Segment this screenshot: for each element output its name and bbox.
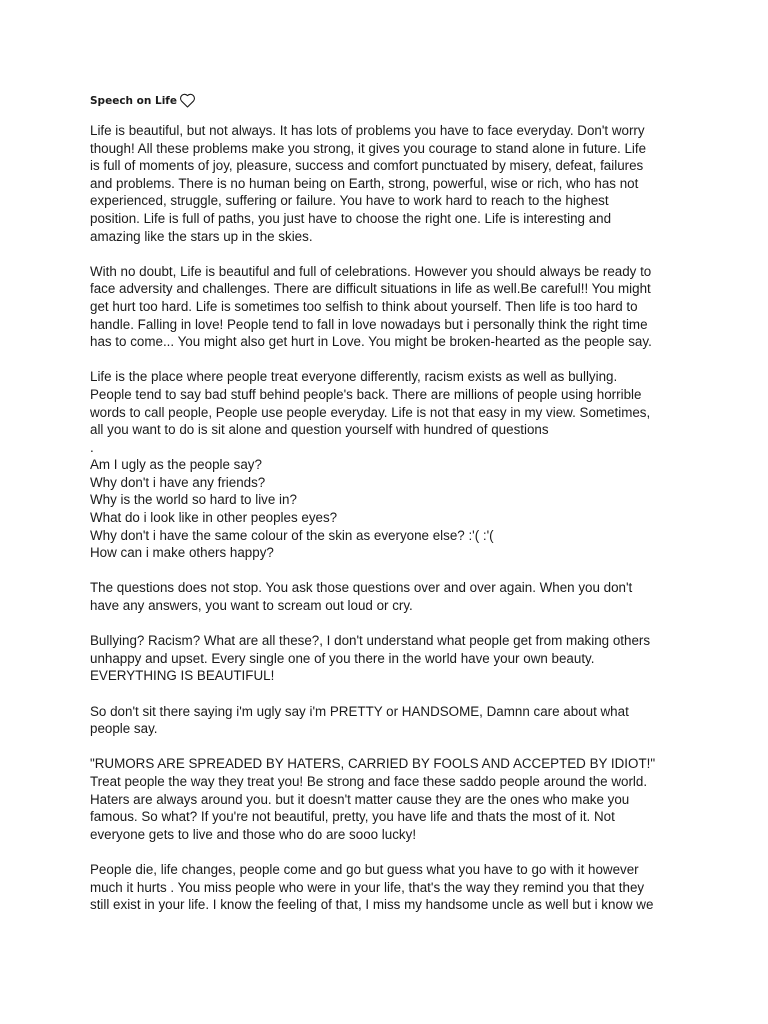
text-line: Life is the place where people treat everyone differently, racism exists as well as bullying. bbox=[90, 369, 618, 385]
document-body bbox=[90, 122, 690, 931]
text-line: amazing like the stars up in the skies. bbox=[90, 228, 313, 244]
text-line: have any answers, you want to scream out loud or cry. bbox=[90, 598, 413, 614]
text-line: words to call people, People use people everyday. Life is not that easy in my view. Sometimes, bbox=[90, 404, 651, 420]
text-line: Why don't i have any friends? bbox=[90, 474, 266, 490]
text-line: How can i make others happy? bbox=[90, 545, 274, 561]
text-line: Treat people the way they treat you! Be strong and face these saddo people around the world. bbox=[90, 773, 648, 789]
text-line: So don't sit there saying i'm ugly say i'm PRETTY or HANDSOME, Damnn care about what bbox=[90, 703, 629, 719]
text-line: and problems. There is no human being on Earth, strong, powerful, wise or rich, who has not bbox=[90, 175, 639, 191]
paragraph bbox=[90, 368, 690, 562]
text-line: experienced, struggle, suffering or failure. You have to work hard to reach to the highest bbox=[90, 193, 609, 209]
text-line: Haters are always around you. but it doesn't matter cause they are the ones who make you bbox=[90, 791, 630, 807]
text-line: EVERYTHING IS BEAUTIFUL! bbox=[90, 668, 275, 684]
text-line: famous. So what? If you're not beautiful, pretty, you have life and thats the most of it. Not bbox=[90, 809, 615, 825]
document-title: Speech on Life bbox=[90, 94, 177, 107]
paragraph bbox=[90, 861, 690, 914]
text-line: Bullying? Racism? What are all these?, I don't understand what people get from making others bbox=[90, 633, 651, 649]
text-line: Why is the world so hard to live in? bbox=[90, 492, 297, 508]
paragraph bbox=[90, 703, 690, 738]
text-line: get hurt too hard. Life is sometimes too selfish to think about yourself. Then life is too hard to bbox=[90, 298, 638, 314]
paragraph bbox=[90, 122, 690, 245]
text-line: all you want to do is sit alone and question yourself with hundred of questions bbox=[90, 422, 549, 438]
paragraph bbox=[90, 579, 690, 614]
text-line: Life is beautiful, but not always. It has lots of problems you have to face everyday. Don't worry bbox=[90, 123, 645, 138]
paragraph bbox=[90, 632, 690, 685]
text-line: handle. Falling in love! People tend to fall in love nowadays but i personally think the right time bbox=[90, 316, 648, 332]
text-line: people say. bbox=[90, 721, 158, 737]
text-line: still exist in your life. I know the feeling of that, I miss my handsome uncle as well but i know we bbox=[90, 897, 654, 913]
text-line: face adversity and challenges. There are difficult situations in life as well.Be careful!! You might bbox=[90, 281, 651, 297]
text-line: The questions does not stop. You ask those questions over and over again. When you don't bbox=[90, 580, 633, 596]
document-title-row bbox=[90, 93, 196, 108]
paragraph bbox=[90, 263, 690, 351]
text-line: Am I ugly as the people say? bbox=[90, 457, 262, 473]
text-line: though! All these problems make you strong, it gives you courage to stand alone in future. Life bbox=[90, 140, 647, 156]
text-line: "RUMORS ARE SPREADED BY HATERS, CARRIED BY FOOLS AND ACCEPTED BY IDIOT!" bbox=[90, 756, 656, 772]
heart-outline-icon bbox=[179, 93, 196, 108]
text-line: . bbox=[90, 439, 94, 455]
text-line: What do i look like in other peoples eyes? bbox=[90, 510, 338, 526]
text-line: With no doubt, Life is beautiful and full of celebrations. However you should always be ready to bbox=[90, 263, 652, 279]
text-line: everyone gets to live and those who do are sooo lucky! bbox=[90, 826, 417, 842]
text-line: Why don't i have the same colour of the skin as everyone else? :'( :'( bbox=[90, 527, 494, 543]
text-line: People tend to say bad stuff behind people's back. There are millions of people using horrible bbox=[90, 386, 642, 402]
text-line: People die, life changes, people come and go but guess what you have to go with it however bbox=[90, 861, 639, 877]
text-line: position. Life is full of paths, you just have to choose the right one. Life is interesting and bbox=[90, 210, 612, 226]
text-line: is full of moments of joy, pleasure, success and comfort punctuated by misery, defeat, failures bbox=[90, 158, 644, 174]
text-line: unhappy and upset. Every single one of you there in the world have your own beauty. bbox=[90, 650, 595, 666]
text-line: has to come... You might also get hurt in Love. You might be broken-hearted as the people say. bbox=[90, 334, 652, 350]
paragraph bbox=[90, 755, 690, 843]
text-line: much it hurts . You miss people who were in your life, that's the way they remind you that they bbox=[90, 879, 645, 895]
